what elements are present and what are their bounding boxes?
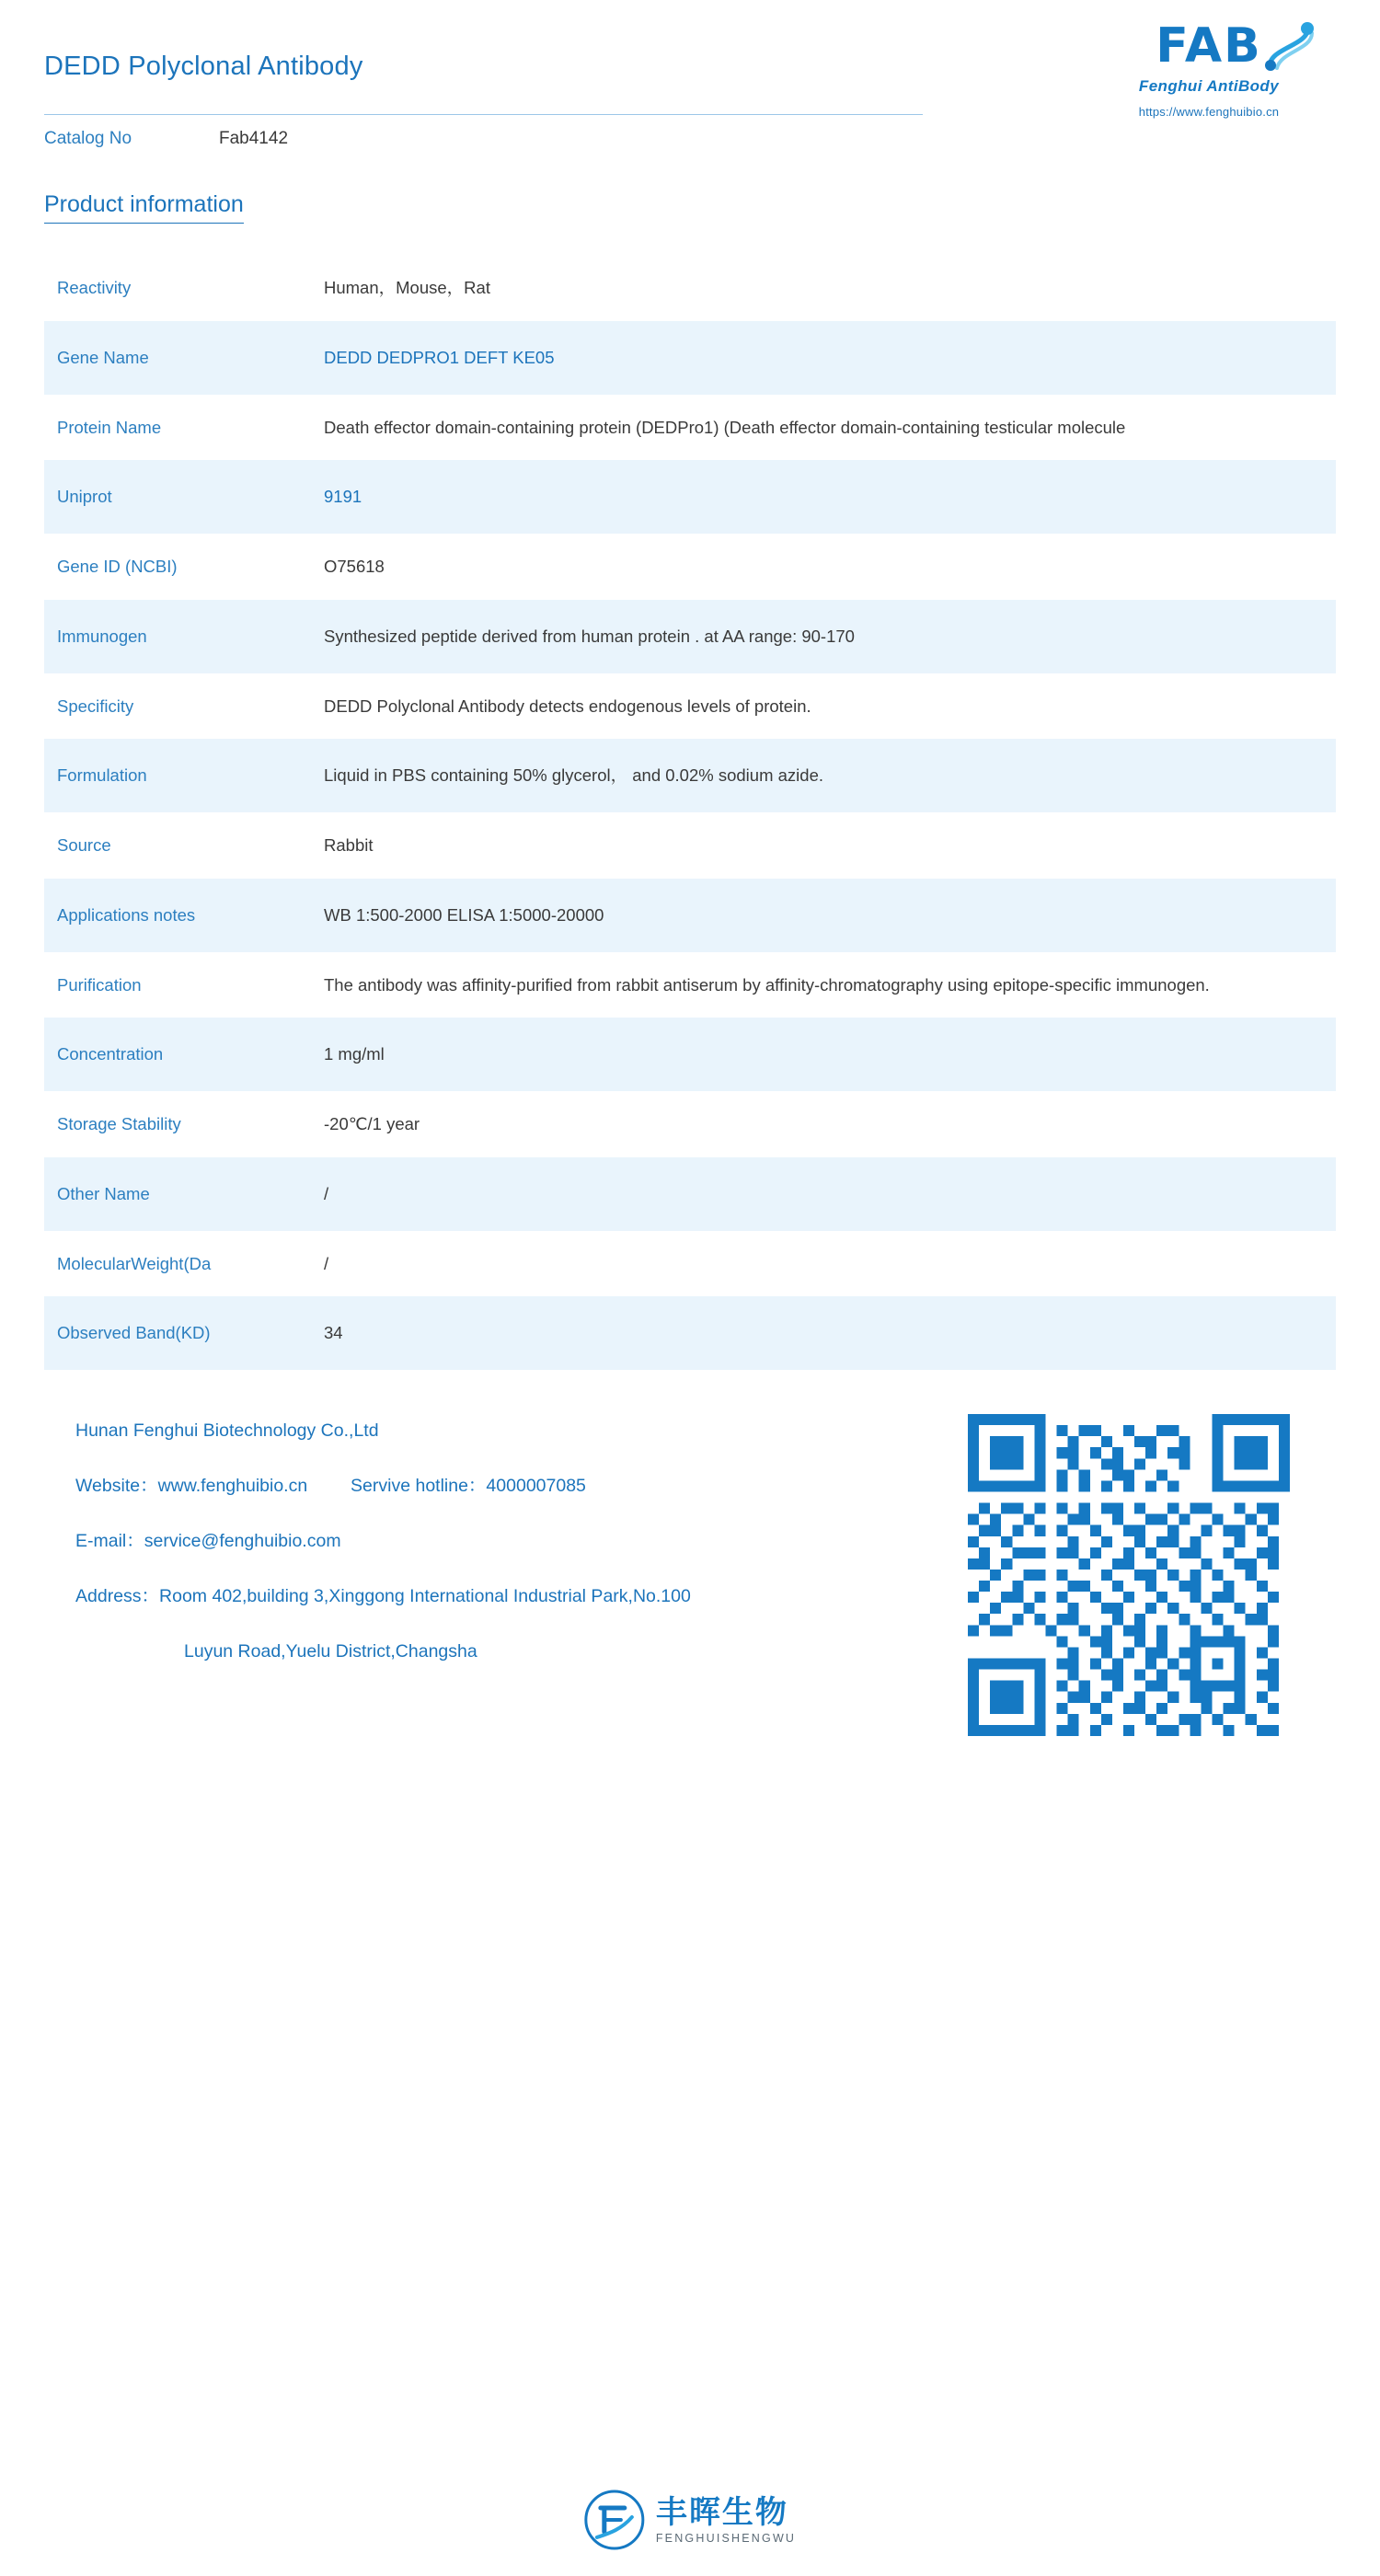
table-row: [44, 879, 1336, 952]
row-label: Other Name: [44, 1157, 324, 1231]
logo-tagline-b: AntiBody: [1206, 77, 1280, 95]
row-label: Applications notes: [44, 879, 324, 952]
company-logo: [1089, 18, 1328, 119]
logo-website-url[interactable]: https://www.fenghuibio.cn: [1138, 105, 1280, 119]
row-label: Purification: [57, 974, 142, 995]
logo-fab-mark: [1089, 18, 1328, 75]
table-row: [44, 1157, 1336, 1231]
footer-website-hotline: [75, 1458, 691, 1513]
dna-swirl-icon: [1262, 20, 1316, 72]
footer-brand-text: [655, 2493, 797, 2545]
footer-brand-en: FENGHUISHENGWU: [655, 2531, 797, 2545]
row-label: Gene Name: [44, 321, 324, 395]
table-row: [44, 395, 1336, 461]
table-row: [44, 321, 1336, 395]
table-row: [44, 952, 1336, 1018]
title-divider: [44, 114, 923, 115]
footer-brand-logo: [584, 2490, 796, 2550]
table-row: [44, 1231, 1336, 1297]
row-label: Immunogen: [44, 600, 324, 673]
row-label: Specificity: [57, 696, 134, 716]
document-footer: [44, 1394, 1336, 1688]
logo-tagline-a: Fenghui: [1138, 77, 1202, 95]
row-value: /: [324, 1157, 1336, 1231]
row-value: 34: [324, 1296, 1336, 1370]
row-value: O75618: [324, 557, 385, 576]
row-label: Uniprot: [44, 460, 324, 534]
catalog-row: [44, 129, 1336, 171]
row-value: -20℃/1 year: [324, 1114, 420, 1133]
row-value: Human，Mouse，Rat: [324, 278, 490, 297]
row-value: Synthesized peptide derived from human protein . at AA range: 90-170: [324, 600, 1336, 673]
row-label: Formulation: [44, 739, 324, 812]
row-value: 9191: [324, 460, 1336, 534]
footer-address-line-2-wrap: [75, 1624, 691, 1679]
table-row: [44, 673, 1336, 740]
footer-address-line-1: Address：Room 402,building 3,Xinggong International Industrial Park,No.100: [75, 1586, 691, 1606]
table-row: [44, 255, 1336, 321]
logo-wordmark: FAB: [1156, 18, 1262, 74]
row-label: Source: [57, 835, 111, 855]
row-value: Death effector domain-containing protein (DEDPro1) (Death effector domain-containing testicular molecule: [324, 417, 1126, 437]
logo-tagline: [1089, 77, 1328, 96]
table-row: [44, 1296, 1336, 1370]
section-heading-product-information: Product information: [44, 191, 244, 224]
table-row: [44, 739, 1336, 812]
qr-code: [968, 1414, 1290, 1736]
table-row: [44, 600, 1336, 673]
document-header: [44, 0, 1336, 129]
row-value: Rabbit: [324, 835, 374, 855]
footer-company-name: Hunan Fenghui Biotechnology Co.,Ltd: [75, 1420, 379, 1441]
row-label: MolecularWeight(Da: [57, 1253, 212, 1273]
footer-website[interactable]: Website：www.fenghuibio.cn: [75, 1476, 308, 1496]
fenghui-mark-icon: [584, 2490, 645, 2550]
row-label: Reactivity: [57, 278, 132, 297]
row-value: Liquid in PBS containing 50% glycerol， and 0.02% sodium azide.: [324, 739, 1336, 812]
row-label: Concentration: [44, 1018, 324, 1091]
row-value: DEDD DEDPRO1 DEFT KE05: [324, 321, 1336, 395]
table-row: [44, 1091, 1336, 1157]
row-value: WB 1:500-2000 ELISA 1:5000-20000: [324, 879, 1336, 952]
row-label: Gene ID (NCBI): [57, 557, 178, 576]
row-label: Observed Band(KD): [44, 1296, 324, 1370]
row-value: /: [324, 1253, 329, 1273]
catalog-label: Catalog No: [44, 129, 132, 148]
table-row: [44, 534, 1336, 600]
table-row: [44, 460, 1336, 534]
footer-brand-cn: 丰晖生物: [655, 2493, 788, 2531]
table-row: [44, 1018, 1336, 1091]
row-value: The antibody was affinity-purified from rabbit antiserum by affinity-chromatography using epitope-specific immunogen.: [324, 974, 1210, 995]
footer-address-line-2: Luyun Road,Yuelu District,Changsha: [184, 1641, 477, 1662]
table-row: [44, 812, 1336, 879]
catalog-value: Fab4142: [219, 129, 289, 148]
footer-email[interactable]: E-mail：service@fenghuibio.com: [75, 1531, 341, 1551]
footer-hotline: Servive hotline：4000007085: [351, 1476, 586, 1496]
row-label: Protein Name: [57, 417, 162, 437]
footer-contact-block: [75, 1403, 691, 1679]
product-information-table: [44, 255, 1336, 1370]
row-value: DEDD Polyclonal Antibody detects endogenous levels of protein.: [324, 696, 811, 716]
page-title: DEDD Polyclonal Antibody: [44, 52, 363, 81]
row-value: 1 mg/ml: [324, 1018, 1336, 1091]
row-label: Storage Stability: [57, 1114, 181, 1133]
